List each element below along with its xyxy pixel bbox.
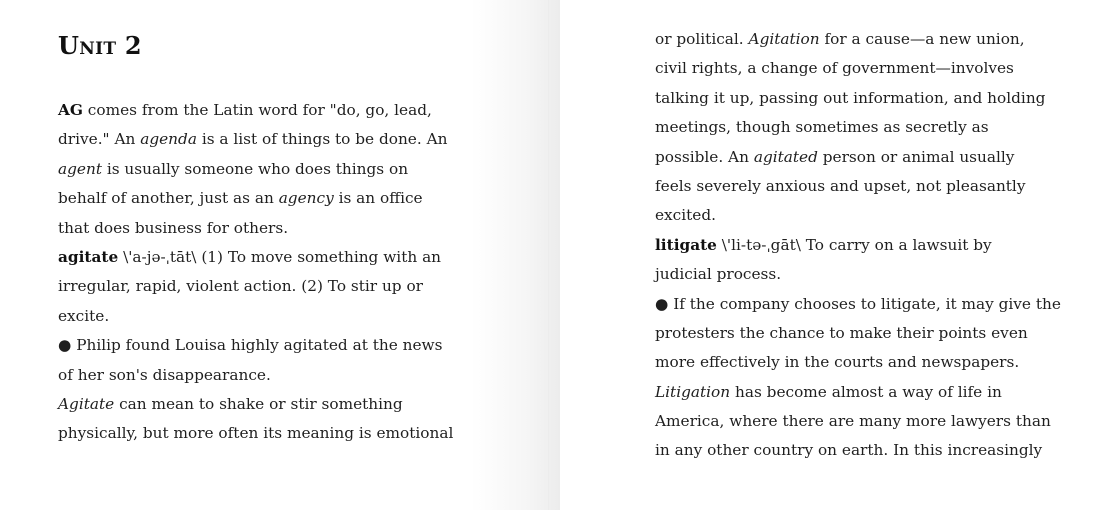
text-segment: feels severely anxious and upset, not pleasantly <box>655 176 1026 195</box>
text-line <box>58 272 453 301</box>
text-segment: \'a-jə-ˌtāt\ (1) To move something with an <box>118 248 442 266</box>
text-segment: more effectively in the courts and newspapers. <box>655 353 1020 372</box>
text-segment: America, where there are many more lawyers than <box>655 412 1051 431</box>
right-page-text <box>655 25 1061 466</box>
headword: litigate <box>655 235 717 254</box>
text-line <box>655 407 1061 436</box>
page-gutter-shadow <box>470 0 560 510</box>
text-segment: excite. <box>58 306 110 325</box>
text-segment: meetings, though sometimes as secretly as <box>655 118 989 137</box>
italic-term: agitated <box>753 147 818 166</box>
text-segment: ● Philip found Louisa highly agitated at the news <box>58 336 443 355</box>
text-segment: in any other country on earth. In this increasingly <box>655 441 1043 460</box>
text-segment: for a cause—a new union, <box>819 30 1025 48</box>
text-segment: comes from the Latin word for "do, go, lead, <box>82 101 432 119</box>
text-segment: civil rights, a change of government—involves <box>655 59 1014 78</box>
italic-term: Agitation <box>748 30 820 48</box>
italic-term: agency <box>278 189 334 208</box>
text-line <box>58 331 453 360</box>
text-line <box>655 54 1061 83</box>
text-line <box>58 361 453 390</box>
text-segment: can mean to shake or stir something <box>114 394 403 413</box>
text-segment: person or animal usually <box>817 147 1015 166</box>
text-line <box>58 214 448 243</box>
text-line <box>655 436 1061 465</box>
text-line <box>655 319 1061 348</box>
text-segment: drive." An <box>58 130 141 149</box>
headword: AG <box>58 101 83 119</box>
text-line <box>58 125 448 154</box>
text-line <box>655 260 1061 289</box>
text-line <box>58 243 453 272</box>
text-segment: physically, but more often its meaning is emotional <box>58 424 454 443</box>
text-segment: talking it up, passing out information, and holding <box>655 88 1046 107</box>
text-segment: is usually someone who does things on <box>101 159 409 178</box>
text-segment: or political. <box>655 30 749 48</box>
text-line <box>58 155 448 184</box>
text-segment: behalf of another, just as an <box>58 189 279 208</box>
text-segment: protesters the chance to make their points even <box>655 323 1028 342</box>
text-segment: is an office <box>333 189 423 208</box>
root-intro-paragraph <box>58 96 448 243</box>
text-line <box>58 302 453 331</box>
text-segment: has become almost a way of life in <box>730 382 1002 401</box>
text-line <box>58 184 448 213</box>
previous-page-arrow-icon[interactable] <box>0 256 12 292</box>
text-segment: of her son's disappearance. <box>58 365 271 384</box>
text-segment: excited. <box>655 206 716 225</box>
text-segment: is a list of things to be done. An <box>196 130 448 149</box>
italic-term: agenda <box>140 130 197 149</box>
italic-term: Litigation <box>655 382 731 401</box>
text-line <box>655 84 1061 113</box>
text-line <box>655 231 1061 260</box>
text-line <box>655 378 1061 407</box>
text-segment: that does business for others. <box>58 218 289 237</box>
text-segment: \'li-tə-ˌgāt\ To carry on a lawsuit by <box>716 235 992 254</box>
text-line <box>58 390 453 419</box>
text-line <box>655 290 1061 319</box>
text-line <box>58 419 453 448</box>
text-line <box>655 25 1061 54</box>
italic-term: Agitate <box>58 394 115 413</box>
italic-term: agent <box>58 159 102 178</box>
text-line <box>655 348 1061 377</box>
text-line <box>655 113 1061 142</box>
page-gutter-divider <box>548 0 549 510</box>
text-line <box>655 143 1061 172</box>
headword: agitate <box>58 248 119 266</box>
unit-title: Unit 2 <box>58 31 142 60</box>
text-segment: ● If the company chooses to litigate, it may give the <box>655 294 1061 313</box>
text-line <box>655 201 1061 230</box>
text-line <box>58 96 448 125</box>
agitate-entry <box>58 243 453 449</box>
text-segment: judicial process. <box>655 265 782 284</box>
text-segment: irregular, rapid, violent action. (2) To stir up or <box>58 277 423 296</box>
text-segment: possible. An <box>655 147 754 166</box>
text-line <box>655 172 1061 201</box>
